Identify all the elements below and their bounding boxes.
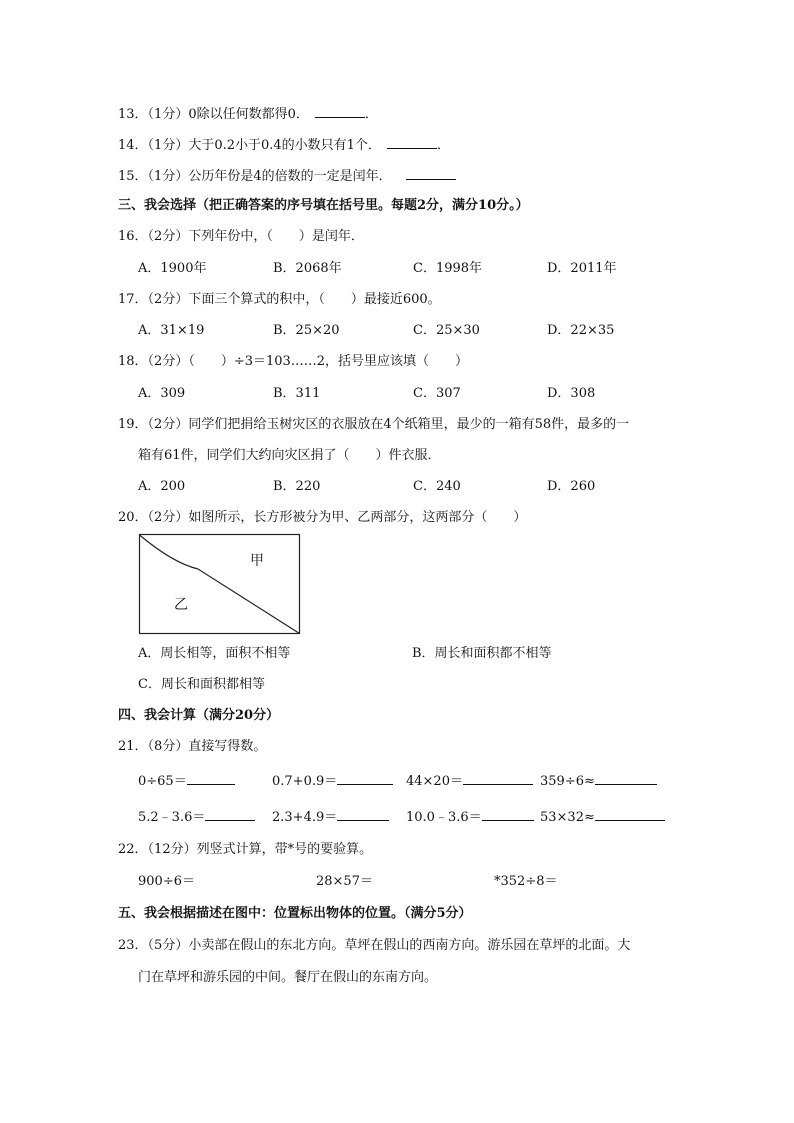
answer-blank[interactable] — [406, 166, 456, 180]
option-a: A．周长相等，面积不相等 — [138, 646, 291, 661]
option-b: B．2068年 — [273, 261, 342, 276]
option-d: D．308 — [547, 386, 596, 401]
calc-item — [272, 771, 393, 791]
question-13-end: ． — [364, 107, 378, 122]
answer-blank[interactable] — [595, 807, 665, 821]
calc-item — [138, 771, 235, 791]
question-13-text: 13．（1分）0除以任何数都得0． — [118, 107, 309, 122]
region-jia-label: 甲 — [250, 553, 264, 569]
answer-blank[interactable] — [205, 807, 255, 821]
option-c: C．周长和面积都相等 — [138, 677, 265, 692]
option-d: D．2011年 — [547, 261, 617, 276]
question-23-line-1: 23．（5分）小卖部在假山的东北方向。草坪在假山的西南方向。游乐园在草坪的北面。大 — [118, 938, 631, 953]
option-c: C．240 — [413, 479, 461, 494]
question-23-line-2: 门在草坪和游乐园的中间。餐厅在假山的东南方向。 — [138, 970, 438, 985]
option-a: A．309 — [138, 386, 186, 401]
option-b: B．周长和面积都不相等 — [412, 646, 552, 661]
question-13 — [118, 104, 378, 124]
question-15-text: 15．（1分）公历年份是4的倍数的一定是闰年． — [118, 169, 392, 184]
question-14-text: 14．（1分）大于0.2小于0.4的小数只有1个． — [118, 138, 381, 153]
question-16: 16．（2分）下列年份中，（ ）是闰年． — [118, 229, 364, 244]
region-yi-label: 乙 — [174, 597, 188, 613]
vertical-calc-item: 900÷6＝ — [138, 874, 195, 889]
option-c: C．307 — [413, 386, 461, 401]
section-3-heading: 三、我会选择（把正确答案的序号填在括号里。每题2分，满分10分。） — [118, 198, 529, 213]
dividing-line — [140, 535, 300, 634]
question-14-end: ． — [436, 138, 450, 153]
option-d: D．260 — [547, 479, 596, 494]
question-22: 22．（12分）列竖式计算，带*号的要验算。 — [118, 842, 373, 857]
option-c: C．1998年 — [413, 261, 483, 276]
option-b: B．311 — [273, 386, 321, 401]
option-b: B．25×20 — [273, 323, 340, 338]
answer-blank[interactable] — [463, 771, 533, 785]
option-b: B．220 — [273, 479, 321, 494]
question-18: 18．（2分）（ ）÷3＝103……2，括号里应该填（ ） — [118, 354, 469, 369]
answer-blank[interactable] — [337, 807, 389, 821]
question-17: 17．（2分）下面三个算式的积中，（ ）最接近600。 — [118, 292, 441, 307]
option-a: A．31×19 — [138, 323, 205, 338]
question-19-line-1: 19．（2分）同学们把捐给玉树灾区的衣服放在4个纸箱里，最少的一箱有58件，最多的一 — [118, 417, 630, 432]
calc-expression: 53×32≈ — [540, 810, 595, 825]
option-a: A．200 — [138, 479, 186, 494]
answer-blank[interactable] — [595, 771, 657, 785]
option-a: A．1900年 — [138, 261, 207, 276]
calc-item — [406, 807, 534, 827]
question-15 — [118, 166, 456, 186]
calc-expression: 10.0﹣3.6＝ — [406, 810, 482, 825]
calc-expression: 44×20＝ — [406, 774, 463, 789]
answer-blank[interactable] — [337, 771, 393, 785]
answer-blank[interactable] — [315, 104, 365, 118]
section-4-heading: 四、我会计算（满分20分） — [118, 708, 280, 723]
calc-item — [540, 807, 665, 827]
calc-expression: 0÷65＝ — [138, 774, 187, 789]
rectangle-figure — [138, 533, 302, 637]
answer-blank[interactable] — [387, 135, 437, 149]
question-14 — [118, 135, 450, 155]
calc-expression: 359÷6≈ — [540, 774, 595, 789]
calc-expression: 2.3+4.9＝ — [272, 810, 338, 825]
calc-item — [272, 807, 389, 827]
option-d: D．22×35 — [547, 323, 615, 338]
question-19-line-2: 箱有61件，同学们大约向灾区捐了（ ）件衣服． — [138, 448, 441, 463]
section-5-heading: 五、我会根据描述在图中：位置标出物体的位置。（满分5分） — [118, 906, 472, 921]
option-c: C．25×30 — [413, 323, 480, 338]
calc-item — [540, 771, 657, 791]
vertical-calc-item: *352÷8＝ — [494, 874, 558, 889]
calc-item — [138, 807, 255, 827]
question-20: 20．（2分）如图所示，长方形被分为甲、乙两部分，这两部分（ ） — [118, 510, 527, 525]
answer-blank[interactable] — [482, 807, 534, 821]
calc-expression: 5.2﹣3.6＝ — [138, 810, 206, 825]
calc-item — [406, 771, 533, 791]
answer-blank[interactable] — [187, 771, 235, 785]
calc-expression: 0.7+0.9＝ — [272, 774, 338, 789]
vertical-calc-item: 28×57＝ — [316, 874, 373, 889]
question-21: 21．（8分）直接写得数。 — [118, 739, 267, 754]
